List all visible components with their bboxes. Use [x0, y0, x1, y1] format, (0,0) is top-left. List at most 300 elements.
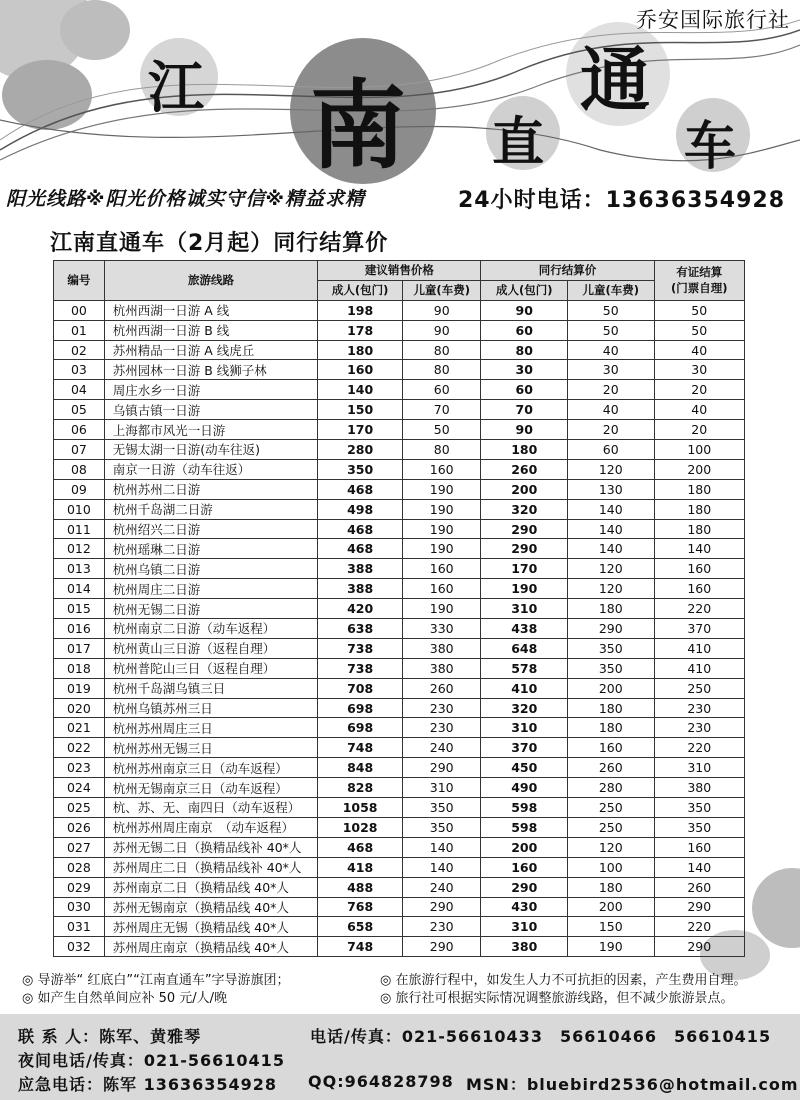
- cell-id: 010: [54, 499, 105, 519]
- cell-certified: 230: [654, 698, 745, 718]
- cell-agent-adult: 290: [481, 877, 568, 897]
- cell-suggested-adult: 698: [318, 718, 403, 738]
- cell-id: 020: [54, 698, 105, 718]
- cell-suggested-child: 330: [402, 619, 481, 639]
- cell-route: 杭州绍兴二日游: [104, 519, 318, 539]
- cell-certified: 160: [654, 579, 745, 599]
- cell-certified: 220: [654, 917, 745, 937]
- cell-suggested-child: 190: [402, 519, 481, 539]
- cell-agent-adult: 380: [481, 937, 568, 957]
- cell-certified: 310: [654, 758, 745, 778]
- cell-id: 013: [54, 559, 105, 579]
- cell-suggested-child: 350: [402, 817, 481, 837]
- cell-agent-child: 60: [568, 440, 655, 460]
- cell-suggested-adult: 420: [318, 599, 403, 619]
- cell-route: 杭州无锡二日游: [104, 599, 318, 619]
- cell-certified: 180: [654, 499, 745, 519]
- cell-route: 苏州南京二日（换精品线 40*人: [104, 877, 318, 897]
- cell-agent-child: 180: [568, 698, 655, 718]
- phone-fax: 电话/传真：021-56610433 56610466 56610415: [310, 1027, 772, 1046]
- cell-suggested-adult: 748: [318, 937, 403, 957]
- cell-agent-child: 190: [568, 937, 655, 957]
- table-row: [54, 380, 745, 400]
- cell-certified: 410: [654, 638, 745, 658]
- cell-route: 杭州周庄二日游: [104, 579, 318, 599]
- cell-agent-child: 120: [568, 579, 655, 599]
- cell-certified: 20: [654, 420, 745, 440]
- cell-suggested-child: 230: [402, 698, 481, 718]
- table-row: [54, 778, 745, 798]
- cell-agent-adult: 200: [481, 479, 568, 499]
- cell-agent-adult: 310: [481, 917, 568, 937]
- col-agent-adult: 成人(包门): [481, 280, 568, 300]
- cell-suggested-adult: 418: [318, 857, 403, 877]
- table-row: [54, 897, 745, 917]
- cell-agent-child: 30: [568, 360, 655, 380]
- cell-agent-adult: 450: [481, 758, 568, 778]
- cell-agent-child: 350: [568, 658, 655, 678]
- cell-certified: 140: [654, 539, 745, 559]
- cell-certified: 160: [654, 559, 745, 579]
- table-row: [54, 619, 745, 639]
- cell-suggested-adult: 468: [318, 837, 403, 857]
- col-suggested-header: 建议销售价格: [318, 261, 481, 281]
- cell-agent-adult: 190: [481, 579, 568, 599]
- table-row: [54, 479, 745, 499]
- cell-route: 南京一日游（动车往返）: [104, 459, 318, 479]
- cell-agent-adult: 490: [481, 778, 568, 798]
- cell-suggested-adult: 708: [318, 678, 403, 698]
- cell-suggested-child: 160: [402, 559, 481, 579]
- cell-agent-adult: 180: [481, 440, 568, 460]
- cell-suggested-adult: 388: [318, 559, 403, 579]
- table-row: [54, 579, 745, 599]
- cell-suggested-child: 380: [402, 658, 481, 678]
- cell-suggested-adult: 280: [318, 440, 403, 460]
- cell-agent-child: 20: [568, 380, 655, 400]
- cell-suggested-child: 60: [402, 380, 481, 400]
- cell-agent-child: 20: [568, 420, 655, 440]
- cell-agent-adult: 30: [481, 360, 568, 380]
- table-row: [54, 678, 745, 698]
- note-line: ◎ 导游举“ 红底白”“江南直通车”字导游旗团；: [22, 973, 290, 988]
- table-row: [54, 320, 745, 340]
- cell-certified: 380: [654, 778, 745, 798]
- col-route-header: 旅游线路: [104, 261, 318, 301]
- cell-certified: 40: [654, 340, 745, 360]
- certified-label: 有证结算: [676, 265, 723, 280]
- cell-suggested-child: 160: [402, 459, 481, 479]
- table-row: [54, 300, 745, 320]
- cell-agent-child: 160: [568, 738, 655, 758]
- cell-agent-child: 250: [568, 798, 655, 818]
- cell-suggested-adult: 488: [318, 877, 403, 897]
- cell-suggested-adult: 350: [318, 459, 403, 479]
- emergency-phone: 应急电话：陈军 13636354928: [18, 1075, 278, 1094]
- cell-suggested-adult: 658: [318, 917, 403, 937]
- cell-id: 021: [54, 718, 105, 738]
- cell-suggested-adult: 468: [318, 479, 403, 499]
- cell-agent-adult: 290: [481, 519, 568, 539]
- cell-certified: 30: [654, 360, 745, 380]
- col-suggested-adult: 成人(包门): [318, 280, 403, 300]
- cell-suggested-adult: 698: [318, 698, 403, 718]
- cell-suggested-child: 380: [402, 638, 481, 658]
- cell-route: 杭州乌镇二日游: [104, 559, 318, 579]
- cell-suggested-child: 190: [402, 539, 481, 559]
- cell-id: 05: [54, 400, 105, 420]
- cell-id: 07: [54, 440, 105, 460]
- cell-certified: 370: [654, 619, 745, 639]
- cell-route: 苏州周庄无锡（换精品线 40*人: [104, 917, 318, 937]
- cell-route: 杭州西湖一日游 A 线: [104, 300, 318, 320]
- cell-route: 杭州西湖一日游 B 线: [104, 320, 318, 340]
- cell-certified: 50: [654, 300, 745, 320]
- cell-agent-adult: 160: [481, 857, 568, 877]
- table-row: [54, 459, 745, 479]
- cell-route: 杭州苏州周庄南京 （动车返程）: [104, 817, 318, 837]
- cell-certified: 200: [654, 459, 745, 479]
- cell-agent-child: 130: [568, 479, 655, 499]
- cell-route: 杭州千岛湖乌镇三日: [104, 678, 318, 698]
- cell-id: 014: [54, 579, 105, 599]
- cell-route: 杭州瑶琳二日游: [104, 539, 318, 559]
- cell-id: 016: [54, 619, 105, 639]
- qq-number: QQ:964828798: [308, 1072, 454, 1091]
- cell-agent-adult: 598: [481, 798, 568, 818]
- cell-agent-adult: 648: [481, 638, 568, 658]
- table-row: [54, 599, 745, 619]
- table-row: [54, 420, 745, 440]
- cell-suggested-child: 80: [402, 340, 481, 360]
- price-table: [53, 260, 745, 957]
- cell-agent-child: 140: [568, 519, 655, 539]
- cell-id: 04: [54, 380, 105, 400]
- cell-agent-child: 40: [568, 400, 655, 420]
- cell-id: 09: [54, 479, 105, 499]
- cell-suggested-child: 70: [402, 400, 481, 420]
- cell-agent-adult: 578: [481, 658, 568, 678]
- cell-agent-child: 200: [568, 678, 655, 698]
- cell-id: 06: [54, 420, 105, 440]
- night-phone: 夜间电话/传真：021-56610415: [18, 1051, 285, 1070]
- cell-agent-adult: 60: [481, 320, 568, 340]
- cell-suggested-child: 310: [402, 778, 481, 798]
- title-char-zhi: 直: [492, 113, 545, 173]
- cell-id: 015: [54, 599, 105, 619]
- cell-id: 01: [54, 320, 105, 340]
- cell-agent-adult: 290: [481, 539, 568, 559]
- cell-id: 022: [54, 738, 105, 758]
- cell-suggested-adult: 140: [318, 380, 403, 400]
- cell-agent-adult: 200: [481, 837, 568, 857]
- cell-route: 乌镇古镇一日游: [104, 400, 318, 420]
- cell-suggested-adult: 180: [318, 340, 403, 360]
- cell-certified: 290: [654, 897, 745, 917]
- cell-agent-adult: 80: [481, 340, 568, 360]
- cell-certified: 50: [654, 320, 745, 340]
- cell-suggested-child: 260: [402, 678, 481, 698]
- cell-suggested-child: 90: [402, 320, 481, 340]
- table-row: [54, 539, 745, 559]
- title-char-tong: 通: [580, 39, 650, 121]
- cell-suggested-child: 80: [402, 360, 481, 380]
- table-row: [54, 738, 745, 758]
- cell-agent-child: 250: [568, 817, 655, 837]
- table-row: [54, 857, 745, 877]
- cell-certified: 140: [654, 857, 745, 877]
- certified-note: (门票自理): [670, 281, 728, 296]
- notes-right: [380, 972, 746, 1008]
- table-row: [54, 937, 745, 957]
- cell-agent-child: 150: [568, 917, 655, 937]
- cell-route: 上海都市风光一日游: [104, 420, 318, 440]
- cell-suggested-adult: 388: [318, 579, 403, 599]
- cell-agent-child: 180: [568, 599, 655, 619]
- cell-suggested-child: 140: [402, 857, 481, 877]
- title-char-jiang: 江: [148, 56, 204, 121]
- cell-suggested-child: 50: [402, 420, 481, 440]
- cell-suggested-adult: 768: [318, 897, 403, 917]
- cell-route: 杭州南京二日游（动车返程）: [104, 619, 318, 639]
- cell-agent-adult: 310: [481, 599, 568, 619]
- cell-agent-child: 260: [568, 758, 655, 778]
- cell-suggested-child: 90: [402, 300, 481, 320]
- cell-id: 029: [54, 877, 105, 897]
- cell-suggested-adult: 468: [318, 539, 403, 559]
- cell-id: 08: [54, 459, 105, 479]
- col-agent-child: 儿童(车费): [568, 280, 655, 300]
- cell-route: 杭州苏州二日游: [104, 479, 318, 499]
- table-header-row: [54, 261, 745, 281]
- cell-id: 025: [54, 798, 105, 818]
- cell-route: 杭、苏、无、南四日（动车返程）: [104, 798, 318, 818]
- table-row: [54, 340, 745, 360]
- cell-id: 017: [54, 638, 105, 658]
- cell-certified: 180: [654, 519, 745, 539]
- cell-id: 00: [54, 300, 105, 320]
- cell-suggested-child: 190: [402, 499, 481, 519]
- cell-certified: 220: [654, 599, 745, 619]
- cell-id: 012: [54, 539, 105, 559]
- cell-suggested-adult: 638: [318, 619, 403, 639]
- table-row: [54, 718, 745, 738]
- page-title: 江南直通车（2月起）同行结算价: [50, 231, 389, 256]
- cell-id: 031: [54, 917, 105, 937]
- cell-suggested-adult: 198: [318, 300, 403, 320]
- cell-agent-child: 180: [568, 877, 655, 897]
- cell-certified: 160: [654, 837, 745, 857]
- cell-agent-child: 40: [568, 340, 655, 360]
- title-char-che: 车: [684, 117, 737, 177]
- cell-certified: 220: [654, 738, 745, 758]
- cell-suggested-adult: 1058: [318, 798, 403, 818]
- cell-agent-child: 350: [568, 638, 655, 658]
- cell-route: 苏州无锡二日（换精品线补 40*人: [104, 837, 318, 857]
- cell-certified: 250: [654, 678, 745, 698]
- cell-suggested-child: 290: [402, 758, 481, 778]
- cell-route: 苏州周庄二日（换精品线补 40*人: [104, 857, 318, 877]
- cell-id: 023: [54, 758, 105, 778]
- cell-agent-adult: 90: [481, 300, 568, 320]
- cell-agent-adult: 430: [481, 897, 568, 917]
- cell-agent-child: 50: [568, 300, 655, 320]
- table-row: [54, 440, 745, 460]
- cell-agent-child: 120: [568, 837, 655, 857]
- cell-suggested-child: 140: [402, 837, 481, 857]
- table-row: [54, 638, 745, 658]
- table-row: [54, 817, 745, 837]
- cell-suggested-adult: 160: [318, 360, 403, 380]
- cell-id: 018: [54, 658, 105, 678]
- cell-route: 杭州千岛湖二日游: [104, 499, 318, 519]
- col-id-header: 编号: [54, 261, 105, 301]
- table-row: [54, 877, 745, 897]
- cell-suggested-child: 350: [402, 798, 481, 818]
- cell-agent-adult: 320: [481, 698, 568, 718]
- table-row: [54, 917, 745, 937]
- cell-agent-child: 100: [568, 857, 655, 877]
- cell-route: 苏州无锡南京（换精品线 40*人: [104, 897, 318, 917]
- cell-certified: 100: [654, 440, 745, 460]
- cell-agent-child: 140: [568, 499, 655, 519]
- cell-certified: 350: [654, 798, 745, 818]
- hotline: 24小时电话：13636354928: [458, 188, 785, 213]
- table-row: [54, 360, 745, 380]
- cell-certified: 230: [654, 718, 745, 738]
- cell-agent-child: 280: [568, 778, 655, 798]
- col-certified-header: [654, 261, 745, 301]
- cell-suggested-adult: 828: [318, 778, 403, 798]
- title-char-nan: 南: [310, 70, 406, 182]
- cell-route: 杭州黄山三日游（返程自理）: [104, 638, 318, 658]
- cell-agent-child: 200: [568, 897, 655, 917]
- cell-route: 杭州乌镇苏州三日: [104, 698, 318, 718]
- cell-agent-child: 290: [568, 619, 655, 639]
- table-row: [54, 698, 745, 718]
- cell-route: 苏州周庄南京（换精品线 40*人: [104, 937, 318, 957]
- cell-suggested-adult: 1028: [318, 817, 403, 837]
- cell-suggested-child: 290: [402, 897, 481, 917]
- cell-agent-adult: 260: [481, 459, 568, 479]
- table-row: [54, 798, 745, 818]
- cell-certified: 40: [654, 400, 745, 420]
- cell-suggested-adult: 748: [318, 738, 403, 758]
- cell-agent-adult: 60: [481, 380, 568, 400]
- table-row: [54, 559, 745, 579]
- cell-suggested-child: 80: [402, 440, 481, 460]
- notes-left: [22, 972, 290, 1008]
- cell-agent-child: 140: [568, 539, 655, 559]
- cell-agent-adult: 598: [481, 817, 568, 837]
- cell-suggested-child: 240: [402, 877, 481, 897]
- cell-suggested-adult: 498: [318, 499, 403, 519]
- table-body: [54, 300, 745, 956]
- cell-route: 杭州无锡南京三日（动车返程）: [104, 778, 318, 798]
- note-line: ◎ 在旅游行程中，如发生人力不可抗拒的因素，产生费用自理。: [380, 973, 747, 988]
- cell-certified: 260: [654, 877, 745, 897]
- cell-route: 苏州精品一日游 A 线虎丘: [104, 340, 318, 360]
- cell-id: 02: [54, 340, 105, 360]
- cell-id: 026: [54, 817, 105, 837]
- cell-agent-child: 50: [568, 320, 655, 340]
- cell-certified: 180: [654, 479, 745, 499]
- cell-id: 028: [54, 857, 105, 877]
- table-row: [54, 837, 745, 857]
- cell-suggested-adult: 178: [318, 320, 403, 340]
- cell-agent-child: 180: [568, 718, 655, 738]
- cell-id: 030: [54, 897, 105, 917]
- cell-suggested-child: 190: [402, 599, 481, 619]
- contact-person: 联 系 人：陈军、黄雅琴: [18, 1027, 202, 1046]
- cell-suggested-child: 190: [402, 479, 481, 499]
- cell-route: 周庄水乡一日游: [104, 380, 318, 400]
- slogan: 阳光线路※阳光价格诚实守信※精益求精: [6, 188, 365, 210]
- cell-route: 无锡太湖一日游(动车往返): [104, 440, 318, 460]
- cell-suggested-child: 290: [402, 937, 481, 957]
- cell-route: 杭州苏州周庄三日: [104, 718, 318, 738]
- cell-id: 03: [54, 360, 105, 380]
- cell-certified: 350: [654, 817, 745, 837]
- cell-route: 杭州苏州无锡三日: [104, 738, 318, 758]
- cell-certified: 410: [654, 658, 745, 678]
- cell-agent-adult: 90: [481, 420, 568, 440]
- note-line: ◎ 如产生自然单间应补 50 元/人/晚: [22, 991, 228, 1006]
- cell-suggested-adult: 848: [318, 758, 403, 778]
- note-line: ◎ 旅行社可根据实际情况调整旅游线路，但不减少旅游景点。: [380, 991, 734, 1006]
- cell-id: 019: [54, 678, 105, 698]
- cell-agent-child: 120: [568, 559, 655, 579]
- table-row: [54, 499, 745, 519]
- col-suggested-child: 儿童(车费): [402, 280, 481, 300]
- cell-suggested-child: 160: [402, 579, 481, 599]
- cell-suggested-adult: 738: [318, 638, 403, 658]
- cell-agent-adult: 410: [481, 678, 568, 698]
- table-row: [54, 519, 745, 539]
- cell-suggested-child: 230: [402, 718, 481, 738]
- msn-address: MSN：bluebird2536@hotmail.com: [466, 1075, 799, 1094]
- cell-agent-child: 120: [568, 459, 655, 479]
- cell-suggested-child: 230: [402, 917, 481, 937]
- cell-agent-adult: 310: [481, 718, 568, 738]
- cell-route: 杭州苏州南京三日（动车返程）: [104, 758, 318, 778]
- cell-id: 032: [54, 937, 105, 957]
- cell-certified: 20: [654, 380, 745, 400]
- cell-agent-adult: 438: [481, 619, 568, 639]
- cell-suggested-child: 240: [402, 738, 481, 758]
- cell-id: 011: [54, 519, 105, 539]
- cell-agent-adult: 70: [481, 400, 568, 420]
- cell-suggested-adult: 150: [318, 400, 403, 420]
- cell-suggested-adult: 738: [318, 658, 403, 678]
- cell-id: 027: [54, 837, 105, 857]
- cell-certified: 290: [654, 937, 745, 957]
- col-agent-header: 同行结算价: [481, 261, 654, 281]
- table-row: [54, 758, 745, 778]
- footer: [0, 1014, 800, 1100]
- cell-route: 苏州园林一日游 B 线狮子林: [104, 360, 318, 380]
- agency-name: 乔安国际旅行社: [636, 8, 790, 32]
- cell-agent-adult: 320: [481, 499, 568, 519]
- cell-route: 杭州普陀山三日（返程自理）: [104, 658, 318, 678]
- table-row: [54, 400, 745, 420]
- cell-suggested-adult: 170: [318, 420, 403, 440]
- cell-suggested-adult: 468: [318, 519, 403, 539]
- table-row: [54, 658, 745, 678]
- cell-id: 024: [54, 778, 105, 798]
- cell-agent-adult: 170: [481, 559, 568, 579]
- cell-agent-adult: 370: [481, 738, 568, 758]
